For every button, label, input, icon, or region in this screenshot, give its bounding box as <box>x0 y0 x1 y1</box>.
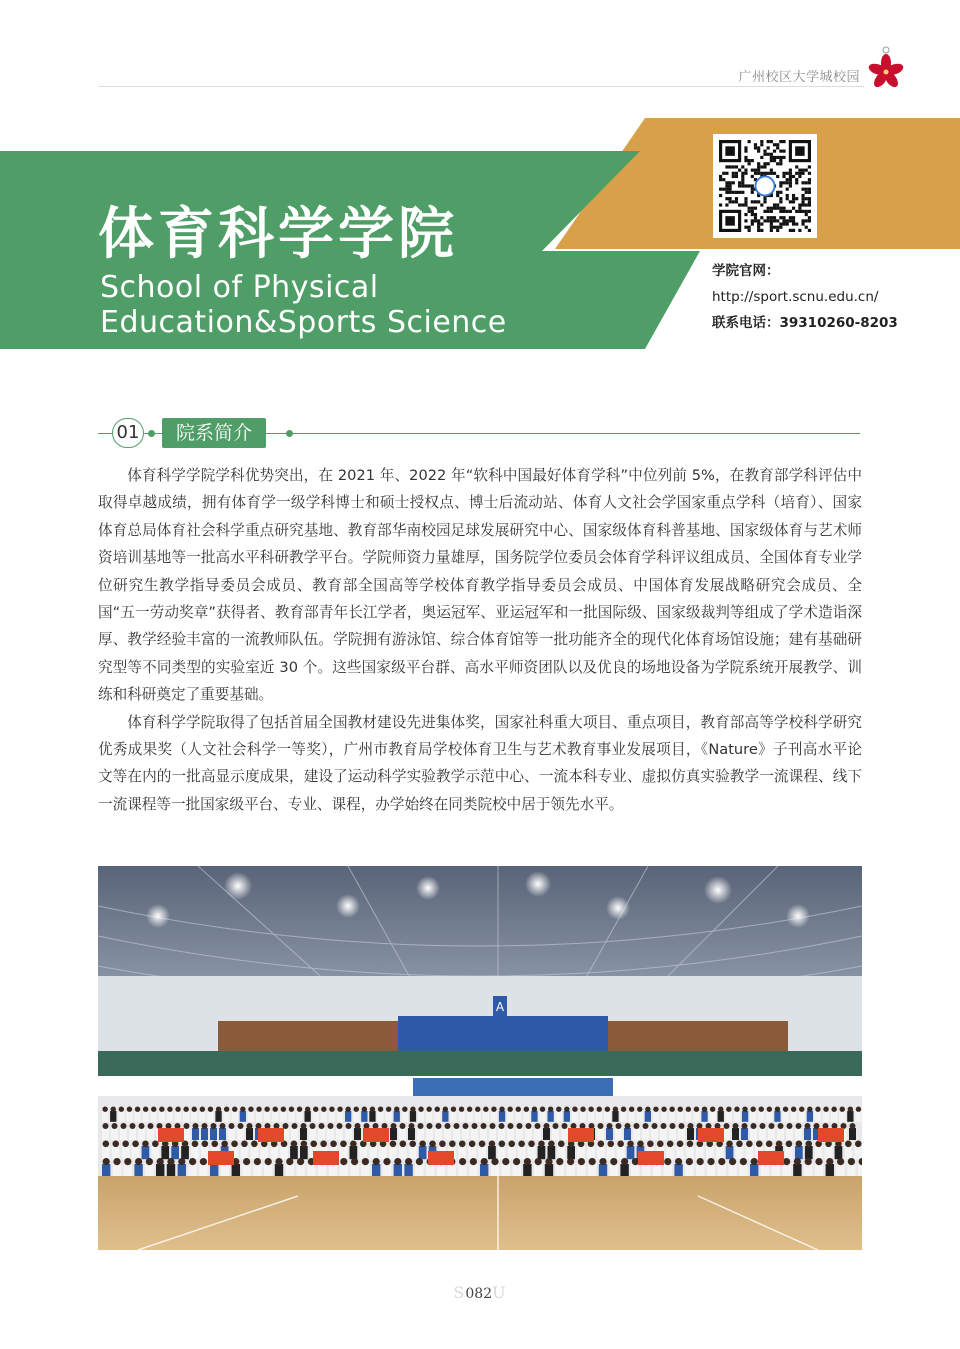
page-number: 082 <box>465 1286 493 1302</box>
college-title-english: School of Physical Education&Sports Science <box>100 270 507 340</box>
website-url[interactable]: http://sport.scnu.edu.cn/ <box>712 289 879 305</box>
header-divider <box>98 86 864 87</box>
intro-paragraph: 体育科学学院学科优势突出，在 2021 年、2022 年“软科中国最好体育学科”中位列前 5%，在教育部学科评估中取得卓越成绩，拥有体育学一级学科博士和硕士授权点、博士后流动站、体育人文社会学国家重点学科（培育）、国家体育总局体育社会科学重点研究基地、教育部华南校园足球发展研究中心、国家级体育科普基地、国家级体育与艺术师资培训基地等一批高水平科研教学平台。学院师资力量雄厚，国务院学位委员会体育学科评议组成员、全国体育专业学位研究生教学指导委员会成员、教育部全国高等学校体育教学指导委员会成员、中国体育发展战略研究会成员、全国“五一劳动奖章”获得者、教育部青年长江学者，奥运冠军、亚运冠军和一批国际级、国家级裁判等组成了学术造诣深厚、教学经验丰富的一流教师队伍。学院拥有游泳馆、综合体育馆等一批功能齐全的现代化体育场馆设施；建有基础研究型等不同类型的实验室近 30 个。这些国家级平台群、高水平师资团队以及优良的场地设备为学院系统开展教学、训练和科研奠定了重要基础。 <box>98 467 862 704</box>
section-title: 院系简介 <box>162 418 266 448</box>
section-number: 01 <box>112 418 144 448</box>
qr-code <box>713 134 817 238</box>
section-heading <box>98 418 860 448</box>
gymnasium-group-photo <box>98 866 862 1250</box>
campus-header: 广州校区大学城校园 <box>738 70 860 85</box>
court-section-letter: A <box>495 1000 505 1014</box>
intro-paragraph: 体育科学学院取得了包括首届全国教材建设先进集体奖，国家社科重大项目、重点项目，教育部高等学校科学研究优秀成果奖（人文社会科学一等奖），广州市教育局学校体育卫生与艺术教育事业发展项目，《Nature》子刊高水平论文等在内的一批高显示度成果，建设了运动科学实验教学示范中心、一流本科专业、虚拟仿真实验教学一流课程、线下一流课程等一批国家级平台、专业、课程，办学始终在同类院校中居于领先水平。 <box>98 713 862 813</box>
footer-ghost-right: U <box>492 1283 507 1302</box>
introduction-text <box>98 462 862 818</box>
page-number-footer <box>0 1283 960 1302</box>
college-title-chinese: 体育科学学院 <box>98 201 458 267</box>
qr-code-icon <box>719 140 811 232</box>
phone-label: 联系电话： <box>712 315 780 331</box>
phone-number: 39310260-8203 <box>779 315 898 331</box>
section-dot-icon <box>286 430 293 437</box>
section-dot-icon <box>148 430 155 437</box>
contact-info <box>712 258 898 336</box>
website-label: 学院官网： <box>712 263 780 279</box>
flower-logo-icon <box>864 44 908 90</box>
footer-ghost-left: S <box>453 1283 466 1302</box>
